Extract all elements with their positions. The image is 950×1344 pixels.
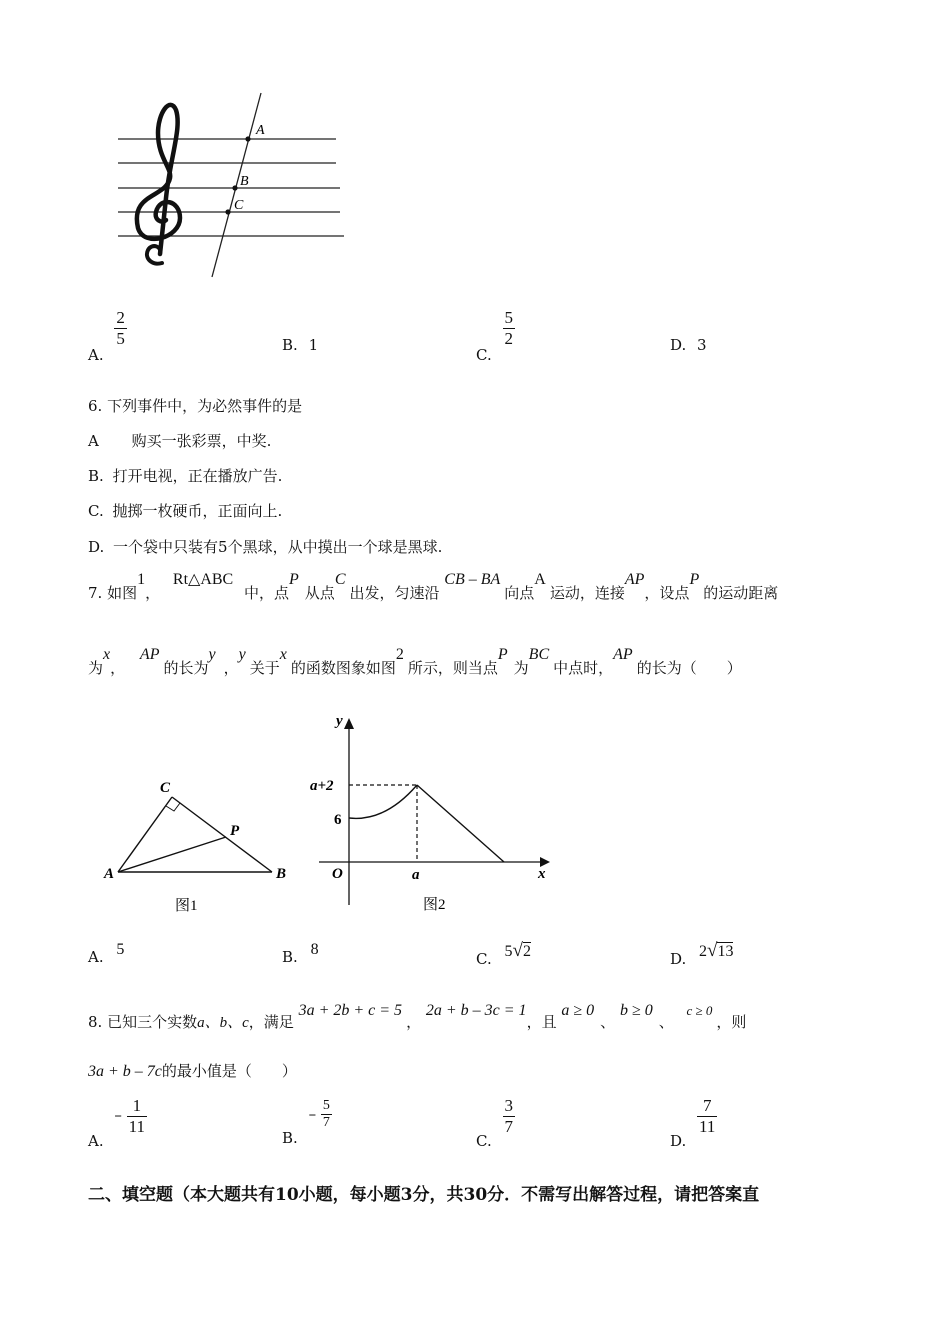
label-b: B [240, 174, 249, 189]
fig1-label-p: P [230, 823, 240, 839]
q8-option-a-fraction: $\frac{1}{11}$ [128, 1096, 146, 1136]
q5-option-c[interactable]: C. $\frac{5}{2}$ [476, 308, 513, 365]
q7-stem-line2: 为x， AP的长为y，y关于x的函数图象如图2所示，则当点P为BC中点时，AP的长为（ ） [88, 646, 742, 677]
staff-lines [118, 139, 344, 236]
transversal-line [212, 93, 261, 277]
fig2-label-x: x [538, 866, 546, 882]
section-2-heading: 二、填空题（本大题共有10小题，每小题3分，共30分．不需写出解答过程，请把答案直 [88, 1185, 760, 1205]
label-c: C [234, 198, 244, 213]
q6-option-a[interactable]: A 购买一张彩票，中奖. [88, 432, 272, 450]
staff-figure [100, 88, 360, 283]
q5-option-b[interactable]: B. 1 [282, 336, 319, 354]
q7-option-c[interactable]: C. 5√2 [476, 940, 531, 968]
q6-option-b[interactable]: B. 打开电视，正在播放广告. [88, 467, 283, 485]
q5-option-a-fraction: $\frac{2}{5}$ [116, 308, 125, 348]
q5-option-c-fraction: $\frac{5}{2}$ [504, 308, 513, 348]
label-a: A [256, 123, 265, 138]
fig2-label-y: y [336, 713, 343, 729]
q8-option-c[interactable]: C. $\frac{3}{7}$ [476, 1096, 513, 1151]
q7-option-a[interactable]: A. 5 [88, 941, 125, 966]
point-b [232, 185, 237, 190]
treble-clef-icon [137, 105, 180, 264]
q5-option-d[interactable]: D. 3 [670, 336, 707, 354]
fig2-label-6: 6 [334, 812, 342, 828]
q6-option-c[interactable]: C. 抛掷一枚硬币，正面向上. [88, 502, 283, 520]
q8-option-d-fraction: $\frac{7}{11}$ [699, 1096, 716, 1136]
q8-option-d[interactable]: D. $\frac{7}{11}$ [670, 1096, 716, 1151]
point-c [225, 209, 230, 214]
fig2-label-a: a [412, 867, 420, 883]
q8-option-a[interactable]: A. – $\frac{1}{11}$ [88, 1096, 146, 1151]
q8-stem-line2: 3a + b – 7c的最小值是（ ） [88, 1062, 297, 1080]
q7-figure-1 [100, 775, 300, 915]
q8-stem-line1: 8. 已知三个实数a、b、c，满足 3a + 2b + c = 5， 2a + b – 3c = 1，且 a ≥ 0、 b ≥ 0、 c ≥ 0，则 [88, 1002, 747, 1031]
fig2-label-a-plus-2: a+2 [310, 778, 334, 794]
q8-option-b[interactable]: B. – $\frac{5}{7}$ [282, 1098, 330, 1147]
point-a [245, 136, 250, 141]
q7-figure-2 [300, 710, 560, 915]
fig1-label-b: B [276, 866, 287, 882]
q8-option-b-fraction: $\frac{5}{7}$ [322, 1098, 330, 1131]
fig2-caption: 图2 [423, 897, 446, 913]
q8-option-c-fraction: $\frac{3}{7}$ [504, 1096, 513, 1136]
q6-option-d[interactable]: D. 一个袋中只装有5个黑球，从中摸出一个球是黑球. [88, 538, 443, 556]
q5-option-a[interactable]: A. $\frac{2}{5}$ [88, 308, 125, 365]
q6-stem: 6. 下列事件中，为必然事件的是 [88, 397, 303, 415]
fig1-label-a: A [104, 866, 115, 882]
fig1-caption: 图1 [175, 898, 198, 914]
q7-stem-line1: 7. 如图1， Rt△ABC 中，点P从点C出发，匀速沿 CB – BA向点A运动，连接AP，设点P的运动距离 [88, 571, 779, 602]
fig1-label-c: C [160, 780, 171, 796]
q7-option-b[interactable]: B. 8 [282, 941, 319, 966]
q7-option-d[interactable]: D. 2√13 [670, 940, 734, 968]
fig2-label-o: O [332, 866, 343, 882]
